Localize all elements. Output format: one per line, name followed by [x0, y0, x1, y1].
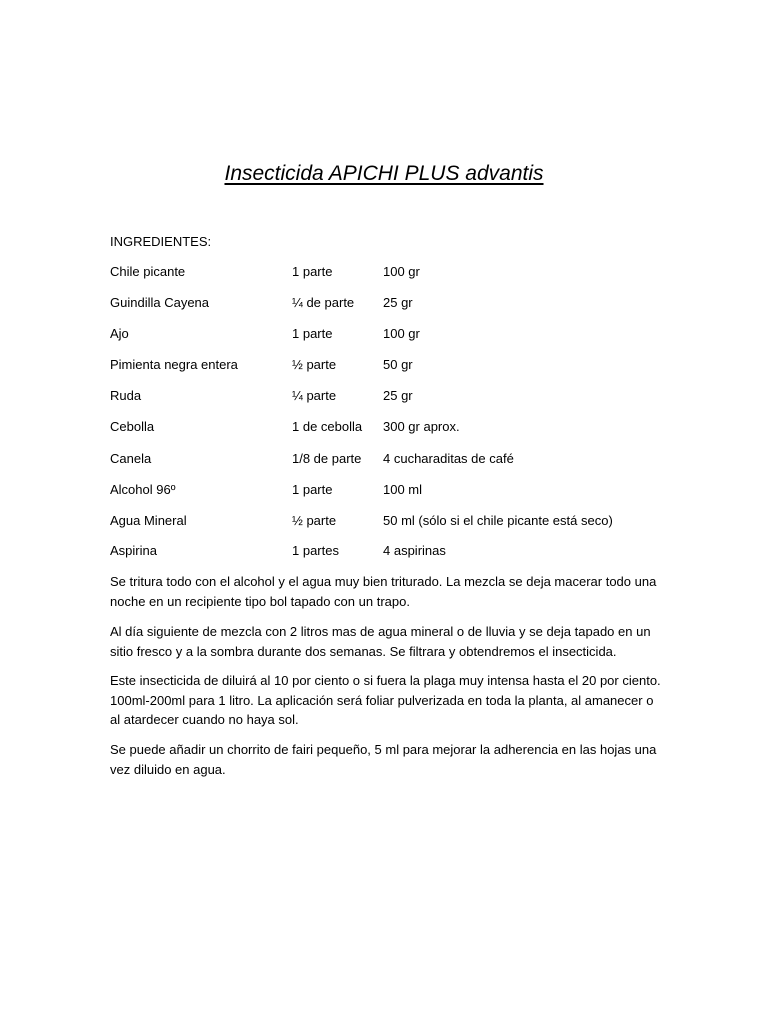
ingredient-name: Cebolla: [110, 419, 155, 434]
ingredient-row: [0, 511, 768, 531]
ingredient-part: 1 parte: [292, 264, 333, 279]
document-title: Insecticida APICHI PLUS advantis: [224, 162, 544, 185]
ingredient-name: Canela: [110, 451, 152, 466]
ingredient-amount: 25 gr: [383, 295, 413, 310]
ingredient-part: ¼ parte: [292, 388, 337, 403]
ingredient-row: [0, 262, 768, 282]
ingredient-row: [0, 355, 768, 375]
ingredient-amount: 300 gr aprox.: [383, 419, 460, 434]
instructions-paragraph: Este insecticida de diluirá al 10 por ciento o si fuera la plaga muy intensa hasta el 20 por ciento. 100ml-200ml para 1 litro. La aplicación será foliar pulverizada en toda la planta, al amanecer o al atardecer cuando no haya sol.: [110, 673, 661, 727]
instructions-paragraph: Se puede añadir un chorrito de fairi pequeño, 5 ml para mejorar la adherencia en las hojas una vez diluido en agua.: [110, 742, 657, 777]
ingredient-part: ½ parte: [292, 357, 337, 372]
ingredient-amount: 50 gr: [383, 357, 413, 372]
ingredient-name: Pimienta negra entera: [110, 357, 238, 372]
ingredient-row: [0, 480, 768, 500]
ingredient-amount: 25 gr: [383, 388, 413, 403]
ingredient-name: Guindilla Cayena: [110, 295, 210, 310]
ingredient-amount: 4 cucharaditas de café: [383, 451, 514, 466]
ingredient-row: [0, 417, 768, 437]
ingredient-amount: 100 gr: [383, 264, 420, 279]
ingredient-name: Ajo: [110, 326, 129, 341]
ingredient-name: Chile picante: [110, 264, 186, 279]
ingredient-name: Agua Mineral: [110, 513, 187, 528]
ingredient-part: 1/8 de parte: [292, 451, 362, 466]
ingredient-name: Ruda: [110, 388, 142, 403]
ingredient-part: ¼ de parte: [292, 295, 355, 310]
ingredient-amount: 100 ml: [383, 482, 423, 497]
ingredients-heading: INGREDIENTES:: [110, 234, 212, 249]
instructions-paragraph: Al día siguiente de mezcla con 2 litros mas de agua mineral o de lluvia y se deja tapado en un sitio fresco y a la sombra durante dos semanas. Se filtrara y obtendremos el insecticida.: [110, 624, 651, 659]
ingredient-part: ½ parte: [292, 513, 337, 528]
ingredient-amount: 100 gr: [383, 326, 420, 341]
ingredient-part: 1 parte: [292, 326, 333, 341]
ingredient-name: Aspirina: [110, 543, 157, 558]
ingredient-row: [0, 449, 768, 469]
ingredient-amount: 50 ml (sólo si el chile picante está seco): [383, 513, 613, 528]
ingredient-amount: 4 aspirinas: [383, 543, 446, 558]
ingredient-part: 1 partes: [292, 543, 339, 558]
ingredient-name: Alcohol 96º: [110, 482, 176, 497]
ingredient-row: [0, 293, 768, 313]
ingredient-row: [0, 324, 768, 344]
ingredient-part: 1 de cebolla: [292, 419, 363, 434]
ingredient-row: [0, 386, 768, 406]
instructions-paragraph: Se tritura todo con el alcohol y el agua muy bien triturado. La mezcla se deja macerar todo una noche en un recipiente tipo bol tapado con un trapo.: [110, 574, 657, 609]
ingredient-part: 1 parte: [292, 482, 333, 497]
ingredient-row: [0, 541, 768, 561]
